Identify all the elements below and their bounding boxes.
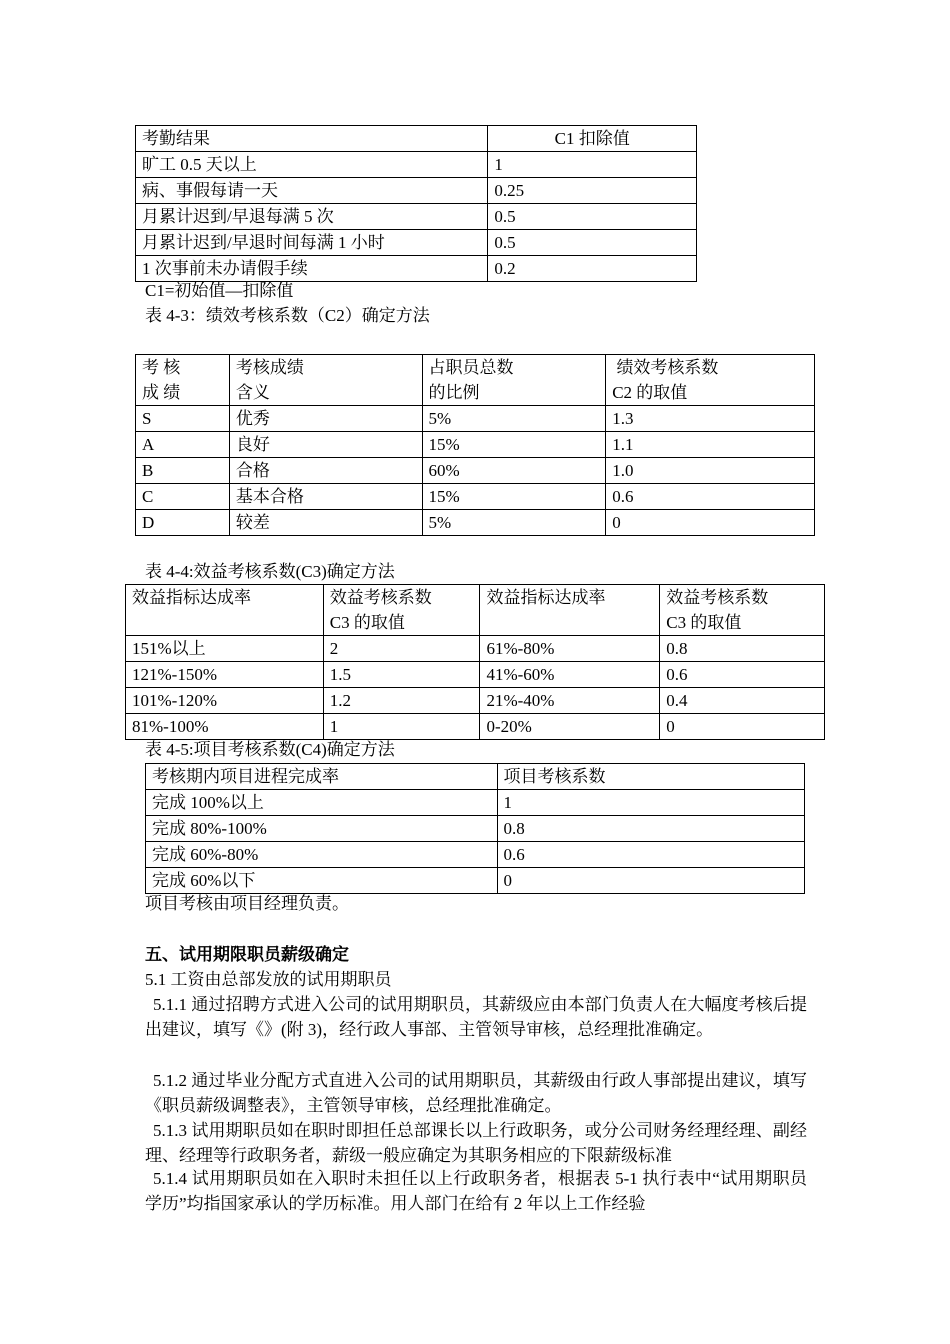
table-cell: 1.5: [323, 662, 480, 688]
table-header-cell: 考核成绩 含义: [229, 355, 422, 406]
table-row: [146, 842, 805, 868]
table-row: [146, 790, 805, 816]
table2-title: 表 4-3：绩效考核系数（C2）确定方法: [145, 306, 430, 325]
c1-note: C1=初始值—扣除值: [145, 281, 294, 300]
table-cell: 0.6: [497, 842, 805, 868]
table-row: [146, 868, 805, 894]
attendance-table: [135, 125, 697, 282]
table-cell: B: [136, 458, 230, 484]
table-header-cell: 项目考核系数: [497, 764, 805, 790]
table-row: [136, 510, 815, 536]
table-header-cell: 考勤结果: [136, 126, 488, 152]
table-header-cell: 绩效考核系数 C2 的取值: [606, 355, 815, 406]
table-header-cell: 考 核 成 绩: [136, 355, 230, 406]
table-row: [126, 636, 825, 662]
table-cell: 2: [323, 636, 480, 662]
table-cell: 完成 100%以上: [146, 790, 498, 816]
table-cell: 0.8: [497, 816, 805, 842]
table-row: [146, 816, 805, 842]
table-cell: 0.25: [488, 178, 697, 204]
table-cell: 1 次事前未办请假手续: [136, 256, 488, 282]
table-cell: 0-20%: [480, 714, 660, 740]
table-header-row: [136, 355, 815, 406]
table-header-cell: 占职员总数 的比例: [422, 355, 606, 406]
table-cell: 15%: [422, 432, 606, 458]
table-cell: 0.5: [488, 230, 697, 256]
table-cell: 病、事假每请一天: [136, 178, 488, 204]
table-cell: 优秀: [229, 406, 422, 432]
table-row: [136, 458, 815, 484]
table-row: [136, 432, 815, 458]
paragraph-5-1-3: 5.1.3 试用期职员如在职时即担任总部课长以上行政职务，或分公司财务经理经理、副经理、经理等行政职务者，薪级一般应确定为其职务相应的下限薪级标准: [145, 1121, 807, 1165]
table-cell: 5%: [422, 406, 606, 432]
table3-title: 表 4-4:效益考核系数(C3)确定方法: [145, 562, 395, 581]
table-row: [126, 688, 825, 714]
table-cell: 1.0: [606, 458, 815, 484]
table-cell: 0.4: [660, 688, 825, 714]
table-header-cell: 效益指标达成率: [126, 585, 324, 636]
table-cell: 61%-80%: [480, 636, 660, 662]
table-cell: 101%-120%: [126, 688, 324, 714]
table-cell: 1: [488, 152, 697, 178]
table-cell: 1.3: [606, 406, 815, 432]
c4-note: 项目考核由项目经理负责。: [145, 894, 349, 913]
paragraph-5-1-2: 5.1.2 通过毕业分配方式直进入公司的试用期职员，其薪级由行政人事部提出建议，填写《职员薪级调整表》，主管领导审核，总经理批准确定。: [145, 1071, 807, 1115]
table-cell: 0: [497, 868, 805, 894]
table-cell: 15%: [422, 484, 606, 510]
table4-title: 表 4-5:项目考核系数(C4)确定方法: [145, 740, 395, 759]
table-cell: 完成 60%以下: [146, 868, 498, 894]
table-cell: 1: [323, 714, 480, 740]
table-cell: 60%: [422, 458, 606, 484]
table-cell: 0.8: [660, 636, 825, 662]
subsection-heading: 5.1 工资由总部发放的试用期职员: [145, 970, 392, 989]
benefit-table: [125, 584, 825, 740]
table-cell: 151%以上: [126, 636, 324, 662]
table-cell: 1.1: [606, 432, 815, 458]
table-cell: 0.6: [660, 662, 825, 688]
section-heading: 五、试用期限职员薪级确定: [145, 945, 349, 964]
table-header-cell: 效益考核系数 C3 的取值: [660, 585, 825, 636]
table-header-row: [146, 764, 805, 790]
table-cell: 21%-40%: [480, 688, 660, 714]
table-row: [136, 204, 697, 230]
table-header-cell: 效益考核系数 C3 的取值: [323, 585, 480, 636]
table-cell: 1.2: [323, 688, 480, 714]
table-cell: 月累计迟到/早退时间每满 1 小时: [136, 230, 488, 256]
table-row: [136, 152, 697, 178]
table-cell: 0.6: [606, 484, 815, 510]
table-cell: 完成 60%-80%: [146, 842, 498, 868]
table-cell: 较差: [229, 510, 422, 536]
table-header-cell: C1 扣除值: [488, 126, 697, 152]
table-cell: D: [136, 510, 230, 536]
table-header-row: [126, 585, 825, 636]
table-cell: 5%: [422, 510, 606, 536]
project-table: [145, 763, 805, 894]
table-header-row: [136, 126, 697, 152]
performance-table: [135, 354, 815, 536]
table-cell: 良好: [229, 432, 422, 458]
table-cell: 旷工 0.5 天以上: [136, 152, 488, 178]
table-cell: 完成 80%-100%: [146, 816, 498, 842]
table-cell: S: [136, 406, 230, 432]
table-row: [136, 406, 815, 432]
table-cell: A: [136, 432, 230, 458]
table-header-cell: 考核期内项目进程完成率: [146, 764, 498, 790]
table-cell: 月累计迟到/早退每满 5 次: [136, 204, 488, 230]
table-row: [136, 484, 815, 510]
table-cell: 41%-60%: [480, 662, 660, 688]
table-row: [136, 230, 697, 256]
table-row: [136, 178, 697, 204]
table-cell: 0.5: [488, 204, 697, 230]
table-cell: 基本合格: [229, 484, 422, 510]
table-cell: C: [136, 484, 230, 510]
table-cell: 81%-100%: [126, 714, 324, 740]
table-cell: 合格: [229, 458, 422, 484]
table-cell: 121%-150%: [126, 662, 324, 688]
paragraph-5-1-1: 5.1.1 通过招聘方式进入公司的试用期职员，其薪级应由本部门负责人在大幅度考核后提出建议，填写《》(附 3)，经行政人事部、主管领导审核，总经理批准确定。: [145, 995, 807, 1039]
table-cell: 0: [660, 714, 825, 740]
table-row: [126, 662, 825, 688]
paragraph-5-1-4: 5.1.4 试用期职员如在入职时未担任以上行政职务者，根据表 5-1 执行表中“试用期职员学历”均指国家承认的学历标准。用人部门在给有 2 年以上工作经验: [145, 1169, 807, 1213]
table-cell: 0.2: [488, 256, 697, 282]
table-row: [126, 714, 825, 740]
table-header-cell: 效益指标达成率: [480, 585, 660, 636]
table-cell: 0: [606, 510, 815, 536]
table-cell: 1: [497, 790, 805, 816]
